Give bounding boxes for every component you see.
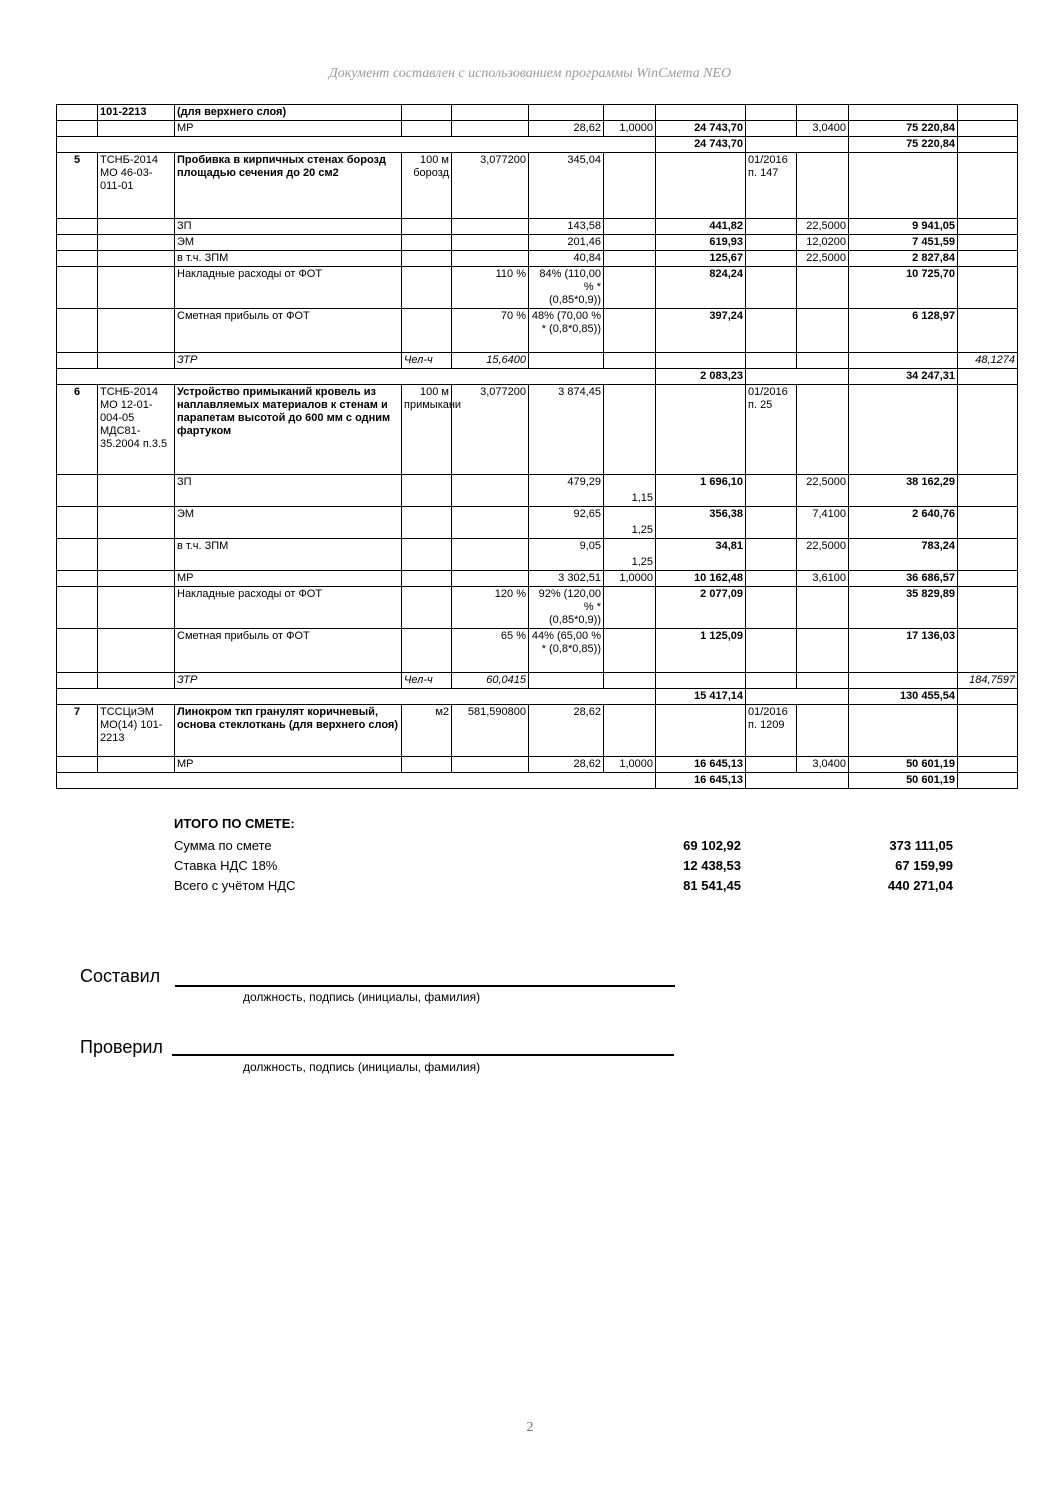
table-row (57, 267, 1018, 309)
vat-base: 12 438,53 (683, 858, 741, 873)
total-sum-current: 373 111,05 (889, 838, 953, 853)
table-cell: 441,82 (656, 219, 746, 235)
table-cell (57, 757, 98, 773)
table-cell (402, 587, 452, 629)
table-cell (656, 705, 746, 757)
table-cell: ТСНБ-2014 МО 12-01-004-05 МДС81-35.2004 п.3.5 (98, 385, 175, 475)
table-cell (452, 757, 529, 773)
total-sum-label: Сумма по смете (174, 838, 272, 853)
table-cell (849, 705, 958, 757)
table-cell: 783,24 (849, 539, 958, 571)
table-cell: 5 (57, 153, 98, 219)
table-cell: 143,58 (529, 219, 604, 235)
table-cell (98, 309, 175, 353)
table-cell: 92,65 (529, 507, 604, 539)
table-cell (98, 571, 175, 587)
table-cell (57, 629, 98, 673)
table-cell: 17 136,03 (849, 629, 958, 673)
table-cell (98, 121, 175, 137)
table-cell (57, 121, 98, 137)
table-cell (797, 629, 849, 673)
table-cell: 1,0000 (604, 757, 656, 773)
table-cell: 3 302,51 (529, 571, 604, 587)
table-row (57, 507, 1018, 539)
table-cell (958, 705, 1018, 757)
table-row (57, 571, 1018, 587)
table-cell (849, 353, 958, 369)
table-cell: 201,46 (529, 235, 604, 251)
table-cell (797, 105, 849, 121)
subtotal-base-cost: 24 743,70 (656, 137, 746, 153)
table-cell (746, 629, 797, 673)
table-cell (849, 385, 958, 475)
document-header: Документ составлен с использованием программы WinСмета NEO (328, 66, 732, 81)
table-cell: МР (175, 571, 402, 587)
table-cell (746, 507, 797, 539)
table-cell (746, 587, 797, 629)
table-cell: 40,84 (529, 251, 604, 267)
table-cell: 28,62 (529, 121, 604, 137)
table-cell: Устройство примыканий кровель из наплавляемых материалов к стенам и парапетам высотой до 600 мм с одним фартуком (175, 385, 402, 475)
table-cell (402, 251, 452, 267)
table-cell (746, 105, 797, 121)
table-cell: 10 162,48 (656, 571, 746, 587)
table-cell (98, 235, 175, 251)
table-row (57, 219, 1018, 235)
total-with-vat-label: Всего с учётом НДС (174, 878, 296, 893)
table-cell: 9,05 (529, 539, 604, 571)
table-cell (402, 475, 452, 507)
compiled-by-hint: должность, подпись (инициалы, фамилия) (243, 990, 481, 1004)
table-cell (958, 587, 1018, 629)
subtotal-base-cost: 2 083,23 (656, 369, 746, 385)
table-cell: ТССЦиЭМ МО(14) 101-2213 (98, 705, 175, 757)
table-cell (98, 267, 175, 309)
table-cell: 101-2213 (98, 105, 175, 121)
subtotal-row (57, 773, 1018, 789)
subtotal-base-cost: 15 417,14 (656, 689, 746, 705)
table-cell: 22,5000 (797, 539, 849, 571)
table-cell (452, 507, 529, 539)
table-cell: 01/2016 п. 25 (746, 385, 797, 475)
table-cell (958, 507, 1018, 539)
table-cell (849, 153, 958, 219)
table-cell (57, 571, 98, 587)
table-cell (746, 539, 797, 571)
checked-by-signature-line (172, 1054, 674, 1056)
subtotal-spacer (746, 369, 849, 385)
table-cell: 34,81 (656, 539, 746, 571)
compiled-by-signature-line (175, 985, 675, 987)
table-cell: 1,0000 (604, 571, 656, 587)
table-cell (57, 507, 98, 539)
table-cell: 10 725,70 (849, 267, 958, 309)
table-cell: 15,6400 (452, 353, 529, 369)
table-cell (797, 705, 849, 757)
table-cell: 70 % (452, 309, 529, 353)
table-cell: 184,7597 (958, 673, 1018, 689)
table-row (57, 235, 1018, 251)
table-cell: 1,25 (604, 539, 656, 571)
table-cell: 7 451,59 (849, 235, 958, 251)
table-cell (402, 757, 452, 773)
table-cell: 824,24 (656, 267, 746, 309)
table-cell: Накладные расходы от ФОТ (175, 267, 402, 309)
table-cell: ЭМ (175, 507, 402, 539)
table-cell (57, 251, 98, 267)
table-cell: 2 827,84 (849, 251, 958, 267)
table-cell (849, 105, 958, 121)
table-cell (604, 629, 656, 673)
table-cell (452, 235, 529, 251)
table-cell (604, 353, 656, 369)
checked-by-label: Проверил (80, 1037, 163, 1057)
table-cell (57, 309, 98, 353)
table-cell (797, 153, 849, 219)
table-cell: 3,077200 (452, 385, 529, 475)
table-cell (746, 309, 797, 353)
vat-label: Ставка НДС 18% (174, 858, 278, 873)
table-cell (656, 673, 746, 689)
table-cell (402, 219, 452, 235)
table-cell (797, 267, 849, 309)
table-cell (98, 475, 175, 507)
table-row (57, 385, 1018, 475)
table-cell (746, 757, 797, 773)
table-cell: Чел-ч (402, 353, 452, 369)
table-cell (958, 235, 1018, 251)
table-row (57, 309, 1018, 353)
table-cell: Линокром ткп гранулят коричневый, основа стеклоткань (для верхнего слоя) (175, 705, 402, 757)
subtotal-spacer (958, 773, 1018, 789)
table-cell: 7 (57, 705, 98, 757)
subtotal-current-cost: 34 247,31 (849, 369, 958, 385)
table-cell: 479,29 (529, 475, 604, 507)
table-cell: 345,04 (529, 153, 604, 219)
table-cell (746, 571, 797, 587)
table-cell (958, 539, 1018, 571)
table-cell: 28,62 (529, 705, 604, 757)
total-with-vat-current: 440 271,04 (887, 878, 953, 893)
table-cell (958, 757, 1018, 773)
table-cell: 6 (57, 385, 98, 475)
table-row (57, 475, 1018, 507)
table-cell (57, 353, 98, 369)
table-row (57, 121, 1018, 137)
table-cell (604, 235, 656, 251)
subtotal-spacer (958, 369, 1018, 385)
table-cell: 01/2016 п. 147 (746, 153, 797, 219)
table-cell (797, 385, 849, 475)
subtotal-row (57, 689, 1018, 705)
table-cell: 01/2016 п. 1209 (746, 705, 797, 757)
table-cell (452, 251, 529, 267)
table-cell: 28,62 (529, 757, 604, 773)
table-row (57, 353, 1018, 369)
table-cell: ЗП (175, 475, 402, 507)
table-cell (746, 251, 797, 267)
table-cell (402, 267, 452, 309)
table-cell (57, 539, 98, 571)
table-cell (746, 353, 797, 369)
table-cell (958, 629, 1018, 673)
table-cell (98, 251, 175, 267)
table-cell (57, 475, 98, 507)
table-cell (402, 309, 452, 353)
table-cell: 84% (110,00 % * (0,85*0,9)) (529, 267, 604, 309)
table-cell: 48,1274 (958, 353, 1018, 369)
table-cell (797, 587, 849, 629)
table-cell (98, 629, 175, 673)
table-cell (604, 705, 656, 757)
page-number: 2 (526, 1420, 534, 1435)
table-cell: 38 162,29 (849, 475, 958, 507)
table-cell (746, 235, 797, 251)
table-cell: 356,38 (656, 507, 746, 539)
table-cell (529, 353, 604, 369)
subtotal-spacer (57, 137, 656, 153)
table-cell (604, 309, 656, 353)
table-cell (958, 251, 1018, 267)
subtotal-spacer (57, 773, 656, 789)
table-cell (958, 309, 1018, 353)
subtotal-spacer (958, 689, 1018, 705)
table-cell: 60,0415 (452, 673, 529, 689)
table-cell (604, 587, 656, 629)
table-cell: в т.ч. ЗПМ (175, 251, 402, 267)
subtotal-current-cost: 130 455,54 (849, 689, 958, 705)
table-cell (958, 105, 1018, 121)
table-cell (98, 539, 175, 571)
table-cell (797, 353, 849, 369)
table-cell: ЗТР (175, 353, 402, 369)
table-cell (656, 153, 746, 219)
table-cell (746, 475, 797, 507)
table-cell: 22,5000 (797, 475, 849, 507)
table-cell (98, 219, 175, 235)
table-cell (452, 475, 529, 507)
table-cell: 1 125,09 (656, 629, 746, 673)
table-cell: 35 829,89 (849, 587, 958, 629)
table-row (57, 705, 1018, 757)
table-cell (402, 105, 452, 121)
compiled-by-label: Составил (80, 966, 161, 986)
checked-by-hint: должность, подпись (инициалы, фамилия) (243, 1060, 481, 1074)
table-cell: 125,67 (656, 251, 746, 267)
table-cell (746, 219, 797, 235)
table-cell: Чел-ч (402, 673, 452, 689)
table-cell: МР (175, 121, 402, 137)
table-cell (57, 219, 98, 235)
table-cell (604, 105, 656, 121)
table-cell (958, 121, 1018, 137)
table-cell (656, 353, 746, 369)
table-cell: Сметная прибыль от ФОТ (175, 309, 402, 353)
table-cell: 3,6100 (797, 571, 849, 587)
table-cell (529, 105, 604, 121)
table-cell (746, 267, 797, 309)
total-sum-base: 69 102,92 (683, 838, 741, 853)
table-cell: 7,4100 (797, 507, 849, 539)
table-cell (604, 251, 656, 267)
table-cell: 3,0400 (797, 757, 849, 773)
table-cell (746, 121, 797, 137)
subtotal-row (57, 137, 1018, 153)
table-cell: ЭМ (175, 235, 402, 251)
table-cell (604, 673, 656, 689)
table-cell (402, 507, 452, 539)
table-cell: 9 941,05 (849, 219, 958, 235)
table-cell (402, 121, 452, 137)
table-cell: 1 696,10 (656, 475, 746, 507)
table-cell: 22,5000 (797, 251, 849, 267)
table-cell: 100 м примыкани (402, 385, 452, 475)
table-cell (98, 587, 175, 629)
table-cell (604, 153, 656, 219)
table-cell: 3,0400 (797, 121, 849, 137)
table-cell: 44% (65,00 % * (0,8*0,85)) (529, 629, 604, 673)
subtotal-spacer (958, 137, 1018, 153)
table-row (57, 105, 1018, 121)
table-cell (797, 673, 849, 689)
table-cell (98, 673, 175, 689)
table-cell (57, 673, 98, 689)
table-cell: Пробивка в кирпичных стенах борозд площадью сечения до 20 см2 (175, 153, 402, 219)
table-cell (452, 219, 529, 235)
subtotal-current-cost: 50 601,19 (849, 773, 958, 789)
table-row (57, 629, 1018, 673)
table-cell: 24 743,70 (656, 121, 746, 137)
table-cell: Накладные расходы от ФОТ (175, 587, 402, 629)
subtotal-spacer (746, 137, 849, 153)
subtotal-base-cost: 16 645,13 (656, 773, 746, 789)
table-cell (797, 309, 849, 353)
table-cell (656, 105, 746, 121)
table-cell (958, 475, 1018, 507)
table-cell: Сметная прибыль от ФОТ (175, 629, 402, 673)
table-row (57, 587, 1018, 629)
subtotal-row (57, 369, 1018, 385)
table-cell: 92% (120,00 % * (0,85*0,9)) (529, 587, 604, 629)
table-cell (958, 267, 1018, 309)
table-cell: в т.ч. ЗПМ (175, 539, 402, 571)
table-cell (958, 219, 1018, 235)
table-cell: 36 686,57 (849, 571, 958, 587)
table-cell: 2 640,76 (849, 507, 958, 539)
table-cell: 1,15 (604, 475, 656, 507)
table-cell (402, 539, 452, 571)
table-row (57, 251, 1018, 267)
table-cell: 397,24 (656, 309, 746, 353)
table-cell (402, 571, 452, 587)
subtotal-current-cost: 75 220,84 (849, 137, 958, 153)
vat-current: 67 159,99 (895, 858, 953, 873)
table-cell: ЗТР (175, 673, 402, 689)
table-cell (98, 353, 175, 369)
table-cell: 22,5000 (797, 219, 849, 235)
table-cell: ТСНБ-2014 МО 46-03-011-01 (98, 153, 175, 219)
table-row (57, 673, 1018, 689)
table-cell (529, 673, 604, 689)
table-cell: 1,25 (604, 507, 656, 539)
table-cell: 65 % (452, 629, 529, 673)
table-row (57, 153, 1018, 219)
table-cell (958, 385, 1018, 475)
table-cell: 619,93 (656, 235, 746, 251)
table-cell (452, 121, 529, 137)
subtotal-spacer (57, 689, 656, 705)
table-cell: (для верхнего слоя) (175, 105, 402, 121)
estimate-table (56, 104, 1018, 789)
table-cell (746, 673, 797, 689)
table-cell: 6 128,97 (849, 309, 958, 353)
table-cell: 12,0200 (797, 235, 849, 251)
table-cell (57, 587, 98, 629)
table-cell (57, 105, 98, 121)
table-cell: 2 077,09 (656, 587, 746, 629)
subtotal-spacer (57, 369, 656, 385)
table-cell: 100 м борозд (402, 153, 452, 219)
table-cell (604, 385, 656, 475)
table-row (57, 539, 1018, 571)
table-cell: 16 645,13 (656, 757, 746, 773)
table-row (57, 757, 1018, 773)
table-cell: 3 874,45 (529, 385, 604, 475)
table-cell: МР (175, 757, 402, 773)
table-cell (57, 235, 98, 251)
table-cell: 581,590800 (452, 705, 529, 757)
table-cell: 48% (70,00 % * (0,8*0,85)) (529, 309, 604, 353)
table-cell (402, 235, 452, 251)
totals-title: ИТОГО ПО СМЕТЕ: (174, 816, 295, 831)
table-cell: м2 (402, 705, 452, 757)
total-with-vat-base: 81 541,45 (683, 878, 741, 893)
table-cell (604, 267, 656, 309)
table-cell: 3,077200 (452, 153, 529, 219)
table-cell: 120 % (452, 587, 529, 629)
table-cell: 1,0000 (604, 121, 656, 137)
table-cell (656, 385, 746, 475)
table-cell: 110 % (452, 267, 529, 309)
table-cell (604, 219, 656, 235)
table-cell (849, 673, 958, 689)
table-cell (57, 267, 98, 309)
table-cell (98, 507, 175, 539)
table-cell: 50 601,19 (849, 757, 958, 773)
table-cell (452, 571, 529, 587)
table-cell (402, 629, 452, 673)
table-cell: 75 220,84 (849, 121, 958, 137)
table-cell (958, 153, 1018, 219)
table-cell (452, 105, 529, 121)
table-cell (98, 757, 175, 773)
table-cell (958, 571, 1018, 587)
subtotal-spacer (746, 689, 849, 705)
subtotal-spacer (746, 773, 849, 789)
table-cell (452, 539, 529, 571)
table-cell: ЗП (175, 219, 402, 235)
